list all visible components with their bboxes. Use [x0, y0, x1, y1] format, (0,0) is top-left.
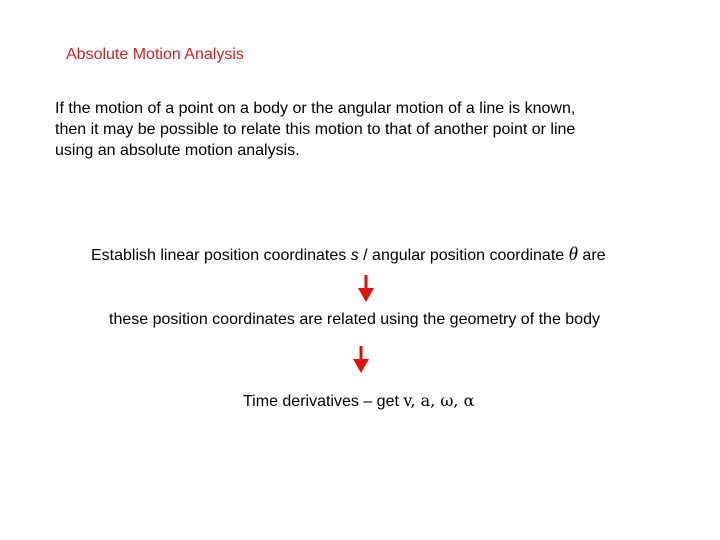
intro-line-2: then it may be possible to relate this motion to that of another point or line: [55, 121, 576, 138]
step1-prefix: Establish linear position coordinates: [91, 247, 351, 264]
step1-suffix: are: [577, 247, 606, 264]
intro-line-1: If the motion of a point on a body or the angular motion of a line is known,: [55, 100, 576, 117]
theta-symbol: θ: [568, 244, 578, 265]
step-establish-coordinates: [91, 244, 606, 266]
derivative-symbols: v, a, ω, α: [403, 391, 475, 410]
step1-middle: / angular position coordinate: [358, 247, 569, 264]
step3-prefix: Time derivatives – get: [243, 393, 404, 410]
slide-title: Absolute Motion Analysis: [66, 46, 244, 63]
intro-line-3: using an absolute motion analysis.: [55, 142, 300, 159]
arrow-down-icon: [351, 346, 371, 374]
intro-paragraph: [55, 98, 695, 161]
step-time-derivatives: [243, 391, 474, 411]
s-symbol: s: [350, 247, 359, 264]
step-relate-geometry: these position coordinates are related using the geometry of the body: [109, 311, 600, 328]
arrow-down-icon: [356, 275, 376, 303]
